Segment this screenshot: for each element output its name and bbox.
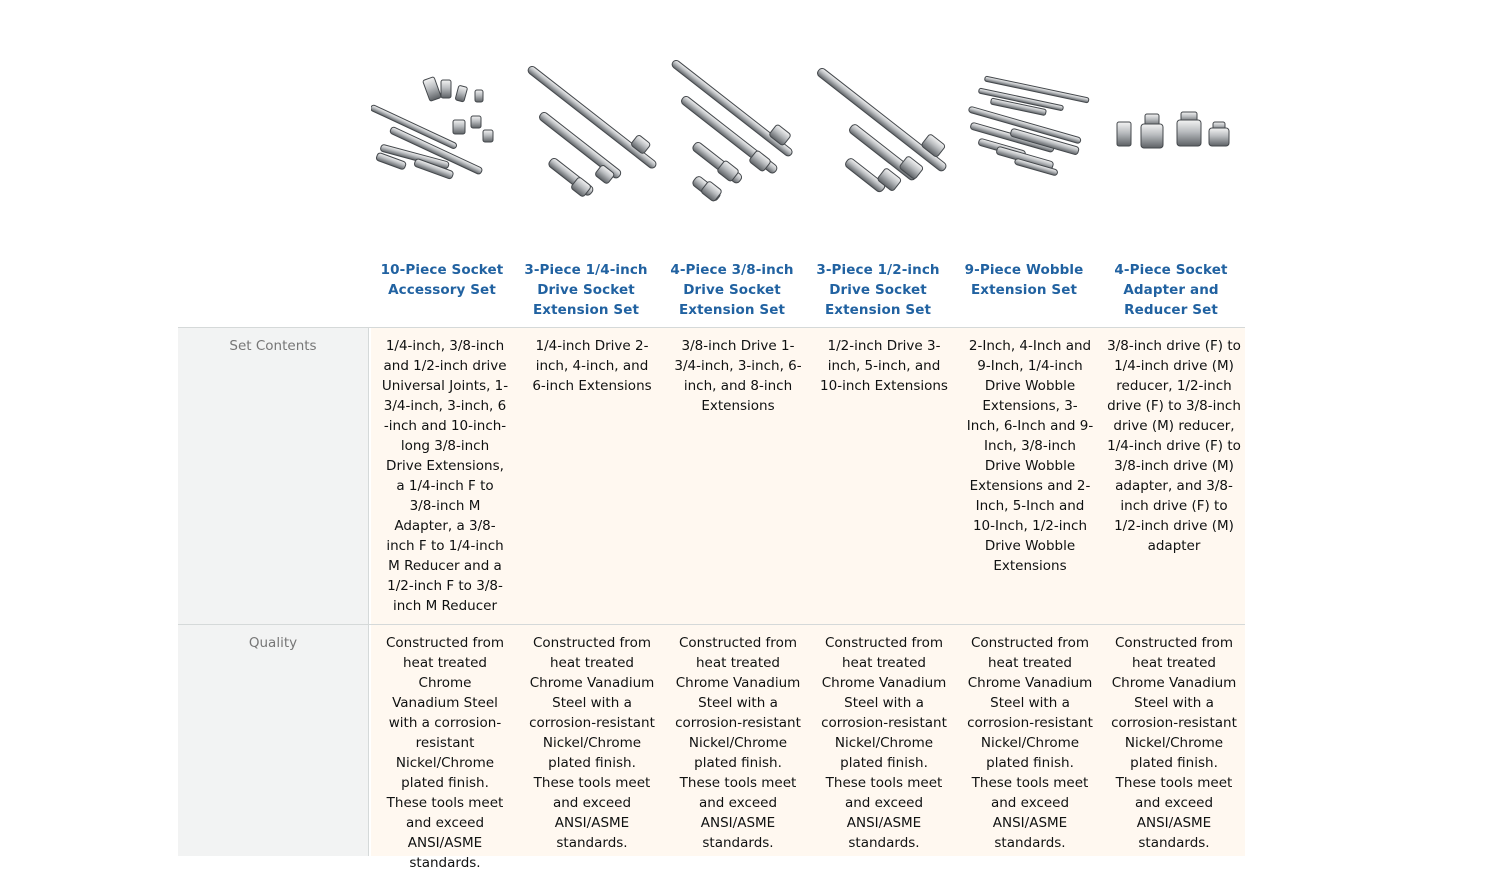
three-eighths-extension-set-image[interactable] bbox=[659, 48, 805, 218]
table-cell bbox=[1103, 625, 1245, 856]
product-title[interactable]: 3-Piece 1/4-inch Drive Socket Extension Set bbox=[524, 262, 648, 318]
table-cell bbox=[957, 328, 1103, 624]
half-inch-extension-set-image[interactable] bbox=[805, 48, 951, 218]
table-cell bbox=[665, 625, 811, 856]
cell-text: Constructed from heat treated Chrome Vanadium Steel with a corrosion-resistant Nickel/Chrome plated finish. These tools meet and exceed ANSI/ASME standards. bbox=[967, 635, 1093, 851]
cell-text: Constructed from heat treated Chrome Vanadium Steel with a corrosion-resistant Nickel/Chrome plated finish. These tools meet and exceed ANSI/ASME standards. bbox=[386, 635, 504, 871]
cell-text: 1/4-inch, 3/8-inch and 1/2-inch drive Universal Joints, 1-3/4-inch, 3-inch, 6 -inch and 10-inch-long 3/8-inch Drive Extensions, a 1/4-inch F to 3/8-inch M Adapter, a 3/8-inch F to 1/4-inch M Reducer and a 1/2-inch F to 3/8-inch M Reducer bbox=[381, 338, 509, 614]
table-cell bbox=[811, 625, 957, 856]
quality-row bbox=[178, 624, 1245, 871]
table-cell bbox=[957, 625, 1103, 856]
product-column-1 bbox=[371, 0, 513, 327]
cell-text: 2-Inch, 4-Inch and 9-Inch, 1/4-inch Drive Wobble Extensions, 3-Inch, 6-Inch and 9-Inch, 3/8-inch Drive Wobble Extensions and 2-Inch, 5-Inch and 10-Inch, 1/2-inch Drive Wobble Extensions bbox=[966, 338, 1094, 574]
wobble-extension-set-image[interactable] bbox=[951, 48, 1097, 218]
cell-text: 3/8-inch drive (F) to 1/4-inch drive (M) reducer, 1/2-inch drive (F) to 3/8-inch drive (M) reducer, 1/4-inch drive (F) to 3/8-inch drive (M) adapter, and 3/8-inch drive (F) to 1/2-inch drive (M) adapter bbox=[1107, 338, 1241, 554]
table-cell bbox=[811, 328, 957, 624]
product-title[interactable]: 9-Piece Wobble Extension Set bbox=[964, 262, 1084, 298]
cell-text: Constructed from heat treated Chrome Vanadium Steel with a corrosion-resistant Nickel/Chrome plated finish. These tools meet and exceed ANSI/ASME standards. bbox=[529, 635, 655, 851]
product-title[interactable]: 4-Piece Socket Adapter and Reducer Set bbox=[1114, 262, 1228, 318]
cell-text: Constructed from heat treated Chrome Vanadium Steel with a corrosion-resistant Nickel/Chrome plated finish. These tools meet and exceed ANSI/ASME standards. bbox=[675, 635, 801, 851]
socket-accessory-set-image[interactable] bbox=[371, 48, 513, 218]
product-title[interactable]: 10-Piece Socket Accessory Set bbox=[380, 262, 504, 298]
table-cell bbox=[1103, 328, 1245, 624]
product-column-3 bbox=[659, 0, 805, 327]
cell-text: 1/2-inch Drive 3-inch, 5-inch, and 10-inch Extensions bbox=[820, 338, 948, 394]
product-title[interactable]: 3-Piece 1/2-inch Drive Socket Extension Set bbox=[816, 262, 940, 318]
cell-text: 3/8-inch Drive 1-3/4-inch, 3-inch, 6-inch, and 8-inch Extensions bbox=[674, 338, 802, 414]
table-cell bbox=[371, 625, 519, 871]
row-label-quality: Quality bbox=[178, 625, 369, 856]
product-header-row bbox=[178, 0, 1245, 327]
row-label-set-contents: Set Contents bbox=[178, 328, 369, 624]
set-contents-row bbox=[178, 327, 1245, 624]
product-column-4 bbox=[805, 0, 951, 327]
adapter-reducer-set-image[interactable] bbox=[1097, 48, 1245, 218]
product-column-2 bbox=[513, 0, 659, 327]
product-title[interactable]: 4-Piece 3/8-inch Drive Socket Extension Set bbox=[670, 262, 794, 318]
product-column-6 bbox=[1097, 0, 1245, 327]
quarter-inch-extension-set-image[interactable] bbox=[513, 48, 659, 218]
cell-text: Constructed from heat treated Chrome Vanadium Steel with a corrosion-resistant Nickel/Chrome plated finish. These tools meet and exceed ANSI/ASME standards. bbox=[1111, 635, 1237, 851]
table-cell bbox=[519, 328, 665, 624]
cell-text: Constructed from heat treated Chrome Vanadium Steel with a corrosion-resistant Nickel/Chrome plated finish. These tools meet and exceed ANSI/ASME standards. bbox=[821, 635, 947, 851]
table-cell bbox=[519, 625, 665, 856]
cell-text: 1/4-inch Drive 2-inch, 4-inch, and 6-inch Extensions bbox=[532, 338, 652, 394]
table-cell bbox=[665, 328, 811, 624]
product-column-5 bbox=[951, 0, 1097, 327]
table-cell bbox=[371, 328, 519, 624]
